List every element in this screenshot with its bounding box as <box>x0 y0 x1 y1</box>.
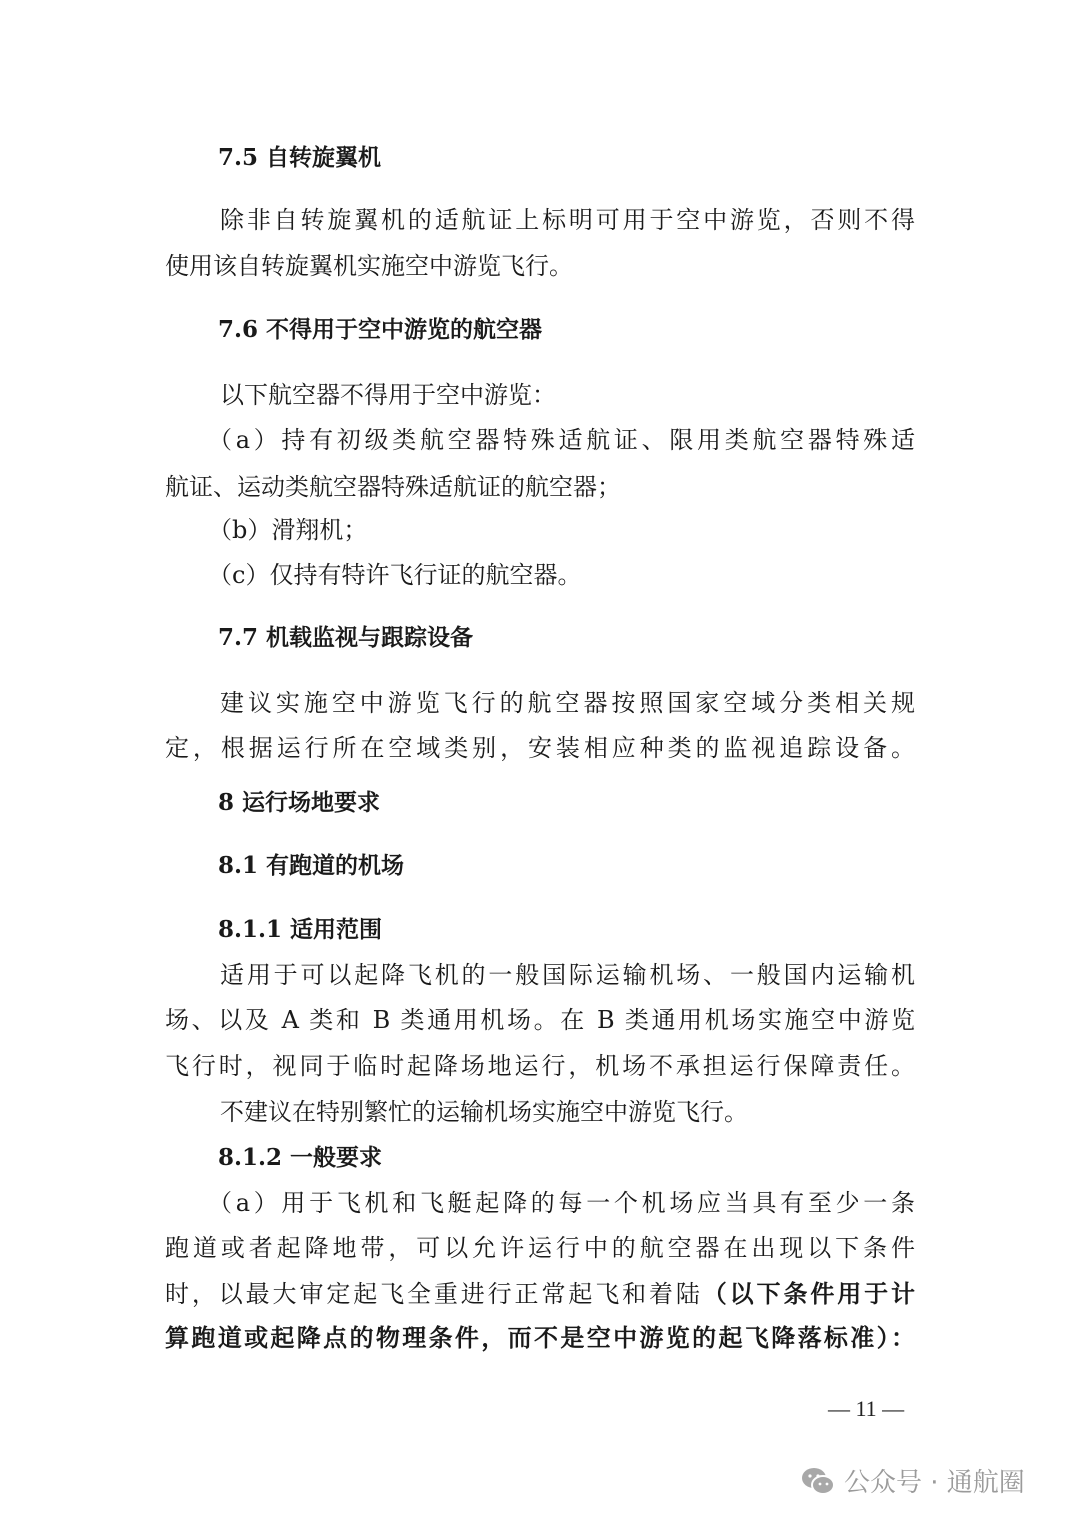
paragraph-line: 以下航空器不得用于空中游览： <box>220 381 556 409</box>
paragraph-line: 使用该自转旋翼机实施空中游览飞行。 <box>165 252 573 280</box>
bold-paragraph-line: 算跑道或起降点的物理条件，而不是空中游览的起飞降落标准）： <box>165 1323 915 1352</box>
wechat-icon <box>800 1465 836 1497</box>
list-item-a-cont: 航证、运动类航空器特殊适航证的航空器； <box>165 473 621 501</box>
paragraph-line: 定，根据运行所在空域类别，安装相应种类的监视追踪设备。 <box>165 734 915 762</box>
heading-8-1: 8.1 有跑道的机场 <box>218 852 405 879</box>
watermark-text: 公众号 · 通航圈 <box>844 1468 1025 1498</box>
heading-7-7: 7.7 机载监视与跟踪设备 <box>218 624 474 651</box>
paragraph-line: 建议实施空中游览飞行的航空器按照国家空域分类相关规 <box>220 689 915 717</box>
text-run: 时，以最大审定起飞全重进行正常起飞和着陆 <box>165 1280 703 1308</box>
list-item-a: （a）持有初级类航空器特殊适航证、限用类航空器特殊适 <box>208 426 915 454</box>
watermark <box>800 1462 1025 1499</box>
paragraph-line: 飞行时，视同于临时起降场地运行，机场不承担运行保障责任。 <box>165 1052 915 1080</box>
heading-7-5: 7.5 自转旋翼机 <box>218 144 382 171</box>
heading-8: 8 运行场地要求 <box>218 789 381 816</box>
bold-text-run: （以下条件用于计 <box>702 1279 916 1308</box>
paragraph-line <box>165 1279 915 1309</box>
page-number: — 11 — <box>828 1396 905 1421</box>
paragraph-line: 适用于可以起降飞机的一般国际运输机场、一般国内运输机 <box>220 961 915 989</box>
heading-8-1-1: 8.1.1 适用范围 <box>218 916 383 943</box>
paragraph-line: 不建议在特别繁忙的运输机场实施空中游览飞行。 <box>220 1098 748 1126</box>
paragraph-line: 除非自转旋翼机的适航证上标明可用于空中游览，否则不得 <box>220 206 915 234</box>
heading-8-1-2: 8.1.2 一般要求 <box>218 1144 383 1171</box>
list-item-c: （c）仅持有特许飞行证的航空器。 <box>208 561 582 589</box>
paragraph-line: 跑道或者起降地带，可以允许运行中的航空器在出现以下条件 <box>165 1234 915 1262</box>
heading-7-6: 7.6 不得用于空中游览的航空器 <box>218 316 543 343</box>
paragraph-line: （a）用于飞机和飞艇起降的每一个机场应当具有至少一条 <box>208 1189 915 1217</box>
list-item-b: （b）滑翔机； <box>208 516 368 544</box>
paragraph-line: 场、以及 A 类和 B 类通用机场。在 B 类通用机场实施空中游览 <box>165 1006 915 1034</box>
